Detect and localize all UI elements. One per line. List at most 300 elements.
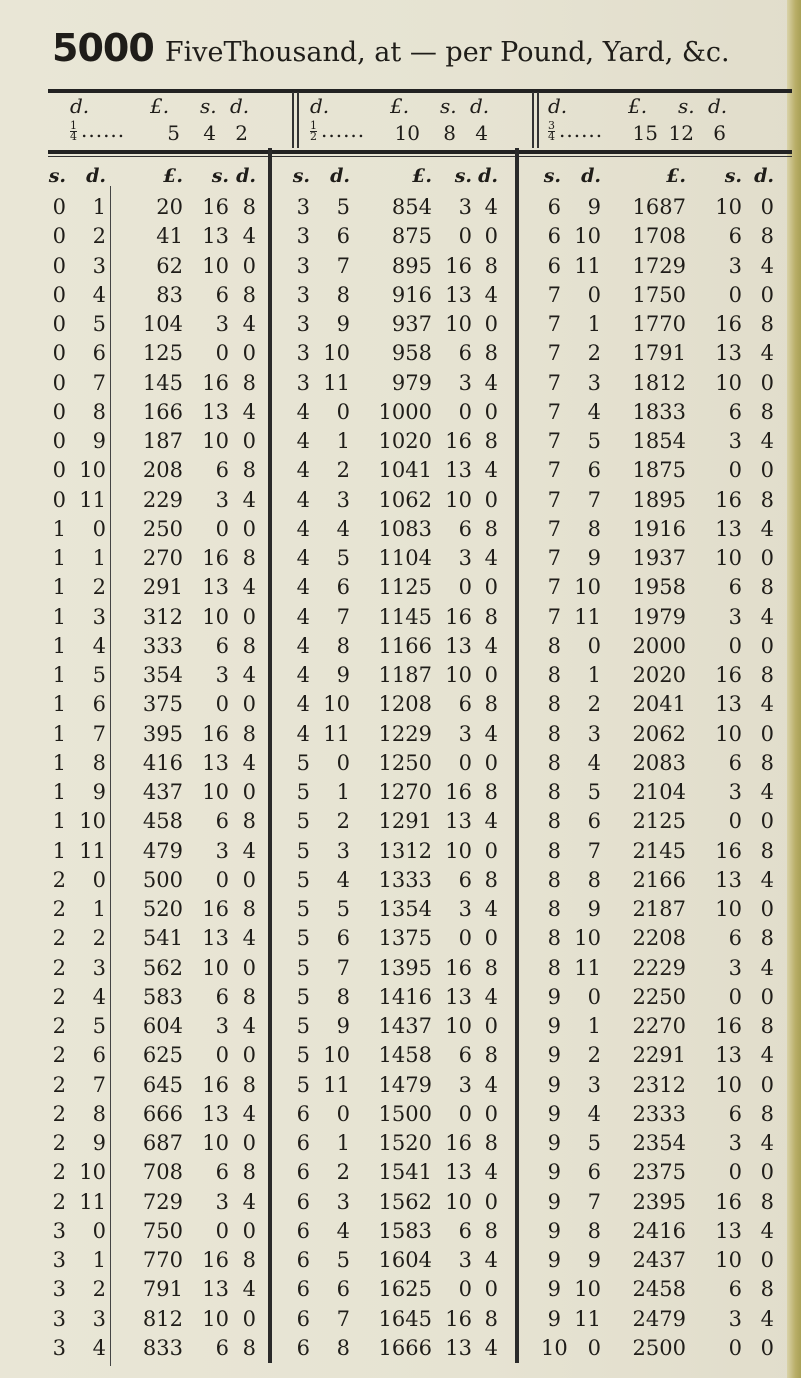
table-cell: 3	[215, 663, 229, 687]
table-cell: 4	[242, 839, 256, 863]
table-cell: 8	[242, 809, 256, 833]
table-cell: 7	[547, 517, 561, 541]
table-cell: 0	[242, 956, 256, 980]
table-cell: 3	[215, 1014, 229, 1038]
table-cell: 9	[547, 1043, 561, 1067]
table-cell: 2354	[632, 1131, 686, 1155]
table-cell: 1520	[378, 1131, 432, 1155]
table-cell: 4	[484, 546, 498, 570]
table-cell: 2479	[632, 1307, 686, 1331]
table-cell: 6	[547, 195, 561, 219]
table-cell: 2270	[632, 1014, 686, 1038]
table-cell: 13	[202, 1102, 229, 1126]
table-cell: 458	[142, 809, 183, 833]
table-cell: 4	[760, 956, 774, 980]
table-cell: 2	[92, 224, 106, 248]
table-cell: 13	[715, 868, 742, 892]
table-cell: 4	[296, 400, 310, 424]
table-cell: 8	[242, 985, 256, 1009]
table-cell: 11	[574, 605, 601, 629]
table-cell: 1	[52, 692, 66, 716]
table-cell: 8	[760, 1277, 774, 1301]
table-cell: 0	[760, 1160, 774, 1184]
table-cell: 2104	[632, 780, 686, 804]
table-cell: 8	[484, 780, 498, 804]
table-cell: 1812	[632, 371, 686, 395]
table-cell: 4	[242, 1102, 256, 1126]
table-cell: 5	[336, 897, 350, 921]
table-cell: 0	[242, 605, 256, 629]
rate-shillings: 8	[443, 121, 456, 145]
table-cell: 4	[760, 1131, 774, 1155]
table-cell: 0	[92, 1219, 106, 1243]
table-cell: 7	[547, 546, 561, 570]
table-cell: 10	[79, 809, 106, 833]
table-cell: 4	[242, 575, 256, 599]
table-cell: 2166	[632, 868, 686, 892]
fraction	[70, 121, 77, 142]
table-cell: 0	[728, 1336, 742, 1360]
table-cell: 0	[52, 341, 66, 365]
table-cell: 1145	[378, 605, 432, 629]
table-cell: 8	[484, 1219, 498, 1243]
table-cell: 2416	[632, 1219, 686, 1243]
table-cell: 3	[296, 254, 310, 278]
table-cell: 4	[760, 517, 774, 541]
table-cell: 1104	[378, 546, 432, 570]
table-cell: 5	[587, 780, 601, 804]
table-cell: 4	[587, 751, 601, 775]
table-cell: 2	[52, 926, 66, 950]
table-cell: 11	[323, 1073, 350, 1097]
table-cell: 41	[156, 224, 183, 248]
table-cell: 11	[574, 956, 601, 980]
table-cell: 16	[202, 1248, 229, 1272]
table-cell: 4	[242, 751, 256, 775]
table-cell: 291	[142, 575, 183, 599]
table-cell: 10	[445, 1014, 472, 1038]
table-cell: 7	[92, 722, 106, 746]
table-cell: 10	[323, 692, 350, 716]
table-cell: 7	[92, 1073, 106, 1097]
table-cell: 1333	[378, 868, 432, 892]
table-cell: 0	[242, 1043, 256, 1067]
table-cell: 3	[587, 722, 601, 746]
table-cell: 0	[587, 634, 601, 658]
table-cell: 0	[728, 1160, 742, 1184]
column-header: s.	[292, 165, 310, 187]
table-cell: 0	[458, 575, 472, 599]
table-cell: 6	[92, 341, 106, 365]
table-cell: 8	[760, 400, 774, 424]
table-cell: 8	[242, 371, 256, 395]
column-header: £.	[412, 165, 432, 187]
table-cell: 5	[296, 1014, 310, 1038]
header-title: FiveThousand, at — per Pound, Yard, &c.	[164, 37, 730, 68]
table-cell: 13	[445, 1160, 472, 1184]
table-cell: 1541	[378, 1160, 432, 1184]
table-cell: 1	[52, 605, 66, 629]
page-header	[52, 26, 730, 86]
table-cell: 5	[296, 1043, 310, 1067]
table-cell: 2312	[632, 1073, 686, 1097]
table-cell: 3	[336, 488, 350, 512]
table-cell: 9	[547, 1248, 561, 1272]
table-cell: 729	[142, 1190, 183, 1214]
table-cell: 4	[296, 692, 310, 716]
table-cell: 0	[458, 1102, 472, 1126]
table-cell: 3	[296, 312, 310, 336]
table-cell: 5	[92, 663, 106, 687]
rate-divider	[292, 92, 294, 148]
table-cell: 5	[296, 897, 310, 921]
table-cell: 4	[484, 458, 498, 482]
column-header: d.	[754, 165, 774, 187]
table-cell: 1125	[378, 575, 432, 599]
table-cell: 4	[760, 254, 774, 278]
table-cell: 2	[587, 692, 601, 716]
table-cell: 7	[336, 254, 350, 278]
table-cell: 16	[202, 371, 229, 395]
table-cell: 16	[445, 605, 472, 629]
rate-dd-head: d.	[230, 94, 250, 118]
fraction-den: 4	[70, 130, 77, 143]
table-cell: 4	[760, 868, 774, 892]
column-header: d.	[581, 165, 601, 187]
rate-fraction	[548, 118, 603, 142]
table-cell: 16	[202, 1073, 229, 1097]
table-cell: 0	[760, 722, 774, 746]
header-rule	[48, 89, 792, 93]
table-cell: 62	[156, 254, 183, 278]
leader-dots: ......	[559, 118, 604, 142]
table-cell: 3	[296, 371, 310, 395]
table-cell: 10	[715, 1248, 742, 1272]
column-divider	[110, 186, 111, 1366]
table-cell: 13	[715, 692, 742, 716]
rate-fraction	[310, 118, 365, 142]
table-cell: 10	[202, 780, 229, 804]
table-cell: 8	[547, 868, 561, 892]
table-cell: 583	[142, 985, 183, 1009]
table-cell: 3	[728, 956, 742, 980]
table-cell: 4	[336, 1219, 350, 1243]
table-cell: 395	[142, 722, 183, 746]
table-cell: 2375	[632, 1160, 686, 1184]
table-cell: 1625	[378, 1277, 432, 1301]
table-cell: 0	[52, 254, 66, 278]
table-cell: 6	[728, 1102, 742, 1126]
table-cell: 0	[215, 868, 229, 892]
table-cell: 8	[587, 868, 601, 892]
table-cell: 2	[52, 1043, 66, 1067]
table-cell: 7	[92, 371, 106, 395]
rate-pence: 4	[475, 121, 488, 145]
table-cell: 1	[52, 809, 66, 833]
table-cell: 4	[760, 1043, 774, 1067]
table-cell: 0	[484, 575, 498, 599]
table-cell: 2062	[632, 722, 686, 746]
table-cell: 8	[760, 312, 774, 336]
table-cell: 625	[142, 1043, 183, 1067]
table-cell: 1208	[378, 692, 432, 716]
table-cell: 6	[458, 868, 472, 892]
column-header: d.	[478, 165, 498, 187]
table-cell: 0	[587, 985, 601, 1009]
table-cell: 1	[92, 1248, 106, 1272]
table-cell: 10	[715, 1073, 742, 1097]
table-cell: 6	[296, 1248, 310, 1272]
table-cell: 3	[296, 224, 310, 248]
table-cell: 10	[574, 224, 601, 248]
table-cell: 4	[296, 458, 310, 482]
table-cell: 6	[215, 458, 229, 482]
table-cell: 10	[202, 605, 229, 629]
table-cell: 9	[547, 1219, 561, 1243]
table-cell: 6	[728, 575, 742, 599]
table-cell: 9	[547, 1190, 561, 1214]
table-cell: 0	[458, 926, 472, 950]
table-cell: 437	[142, 780, 183, 804]
table-cell: 2250	[632, 985, 686, 1009]
table-cell: 4	[296, 546, 310, 570]
table-cell: 2229	[632, 956, 686, 980]
rate-pounds: 10	[394, 121, 420, 145]
table-cell: 2	[52, 868, 66, 892]
table-cell: 5	[296, 751, 310, 775]
table-cell: 0	[728, 809, 742, 833]
table-cell: 16	[445, 1131, 472, 1155]
table-cell: 8	[92, 751, 106, 775]
table-cell: 0	[242, 692, 256, 716]
table-cell: 8	[587, 517, 601, 541]
table-cell: 0	[484, 839, 498, 863]
table-cell: 1062	[378, 488, 432, 512]
table-cell: 11	[574, 254, 601, 278]
table-cell: 8	[547, 634, 561, 658]
table-cell: 2020	[632, 663, 686, 687]
table-cell: 0	[484, 400, 498, 424]
table-cell: 13	[202, 751, 229, 775]
column-header: s.	[454, 165, 472, 187]
table-cell: 6	[336, 1277, 350, 1301]
table-cell: 1187	[378, 663, 432, 687]
table-cell: 500	[142, 868, 183, 892]
table-cell: 11	[323, 722, 350, 746]
table-cell: 1083	[378, 517, 432, 541]
table-cell: 687	[142, 1131, 183, 1155]
table-cell: 10	[323, 1043, 350, 1067]
table-cell: 4	[296, 722, 310, 746]
table-cell: 13	[202, 575, 229, 599]
table-cell: 1	[336, 429, 350, 453]
table-cell: 4	[484, 283, 498, 307]
table-cell: 7	[547, 575, 561, 599]
table-cell: 895	[391, 254, 432, 278]
table-cell: 0	[336, 751, 350, 775]
table-cell: 3	[728, 605, 742, 629]
table-cell: 10	[79, 458, 106, 482]
table-cell: 1791	[632, 341, 686, 365]
table-cell: 10	[202, 429, 229, 453]
table-cell: 8	[242, 195, 256, 219]
table-cell: 0	[52, 429, 66, 453]
table-cell: 8	[484, 868, 498, 892]
table-cell: 3	[458, 722, 472, 746]
column-header: s.	[543, 165, 561, 187]
table-cell: 8	[547, 897, 561, 921]
table-cell: 1916	[632, 517, 686, 541]
table-cell: 4	[242, 1190, 256, 1214]
column-divider	[268, 148, 272, 1363]
table-cell: 8	[336, 985, 350, 1009]
table-cell: 0	[728, 985, 742, 1009]
table-cell: 3	[458, 897, 472, 921]
table-cell: 2125	[632, 809, 686, 833]
table-cell: 0	[728, 458, 742, 482]
table-cell: 3	[336, 1190, 350, 1214]
table-cell: 4	[760, 1307, 774, 1331]
table-cell: 9	[547, 1014, 561, 1038]
table-cell: 2	[92, 1277, 106, 1301]
rate-dd-head: d.	[708, 94, 728, 118]
table-cell: 16	[202, 722, 229, 746]
table-cell: 13	[445, 809, 472, 833]
table-cell: 1	[52, 839, 66, 863]
table-cell: 10	[445, 839, 472, 863]
table-cell: 13	[715, 341, 742, 365]
table-cell: 2395	[632, 1190, 686, 1214]
table-cell: 0	[760, 371, 774, 395]
table-cell: 5	[92, 312, 106, 336]
table-cell: 8	[242, 897, 256, 921]
table-cell: 7	[587, 488, 601, 512]
table-cell: 8	[336, 1336, 350, 1360]
table-cell: 16	[202, 195, 229, 219]
table-cell: 16	[202, 546, 229, 570]
table-cell: 0	[484, 312, 498, 336]
table-cell: 4	[242, 488, 256, 512]
table-cell: 7	[336, 1307, 350, 1331]
table-cell: 1229	[378, 722, 432, 746]
table-cell: 6	[728, 400, 742, 424]
table-cell: 6	[336, 575, 350, 599]
table-cell: 0	[92, 517, 106, 541]
table-cell: 0	[760, 985, 774, 1009]
table-cell: 5	[296, 1073, 310, 1097]
table-cell: 0	[484, 663, 498, 687]
table-cell: 5	[296, 926, 310, 950]
table-cell: 10	[445, 312, 472, 336]
table-cell: 375	[142, 692, 183, 716]
table-cell: 0	[215, 1219, 229, 1243]
table-cell: 6	[728, 224, 742, 248]
table-cell: 3	[92, 1307, 106, 1331]
table-cell: 3	[728, 429, 742, 453]
table-cell: 0	[484, 751, 498, 775]
table-cell: 4	[92, 1336, 106, 1360]
column-header: £.	[666, 165, 686, 187]
table-cell: 5	[296, 809, 310, 833]
table-cell: 0	[587, 1336, 601, 1360]
table-cell: 708	[142, 1160, 183, 1184]
table-cell: 1	[52, 546, 66, 570]
table-cell: 0	[484, 224, 498, 248]
table-cell: 1770	[632, 312, 686, 336]
table-cell: 6	[92, 692, 106, 716]
table-cell: 0	[52, 400, 66, 424]
table-cell: 10	[715, 546, 742, 570]
table-cell: 166	[142, 400, 183, 424]
table-cell: 8	[242, 634, 256, 658]
table-cell: 1354	[378, 897, 432, 921]
table-cell: 875	[391, 224, 432, 248]
table-cell: 4	[296, 429, 310, 453]
table-cell: 1	[52, 780, 66, 804]
table-cell: 1312	[378, 839, 432, 863]
table-cell: 13	[202, 926, 229, 950]
table-cell: 0	[52, 371, 66, 395]
table-cell: 9	[587, 195, 601, 219]
table-cell: 10	[541, 1336, 568, 1360]
table-cell: 0	[242, 517, 256, 541]
table-cell: 6	[547, 224, 561, 248]
leader-dots: ......	[321, 118, 366, 142]
table-cell: 4	[296, 575, 310, 599]
table-cell: 16	[445, 429, 472, 453]
table-cell: 8	[587, 1219, 601, 1243]
table-cell: 10	[715, 897, 742, 921]
table-cell: 0	[242, 429, 256, 453]
rate-dd-head: d.	[470, 94, 490, 118]
table-cell: 3	[296, 341, 310, 365]
table-cell: 8	[484, 254, 498, 278]
table-cell: 5	[296, 985, 310, 1009]
fraction-num: 3	[548, 119, 555, 132]
table-cell: 833	[142, 1336, 183, 1360]
table-cell: 1562	[378, 1190, 432, 1214]
table-cell: 125	[142, 341, 183, 365]
table-cell: 13	[445, 634, 472, 658]
table-cell: 5	[336, 546, 350, 570]
table-cell: 2	[52, 1102, 66, 1126]
table-cell: 2	[52, 985, 66, 1009]
table-cell: 0	[458, 224, 472, 248]
table-cell: 1041	[378, 458, 432, 482]
table-cell: 13	[445, 458, 472, 482]
table-cell: 3	[458, 1073, 472, 1097]
table-cell: 0	[458, 400, 472, 424]
table-cell: 3	[728, 780, 742, 804]
table-cell: 6	[458, 1043, 472, 1067]
table-cell: 0	[242, 254, 256, 278]
table-cell: 1	[336, 1131, 350, 1155]
table-cell: 8	[336, 634, 350, 658]
table-cell: 1	[587, 1014, 601, 1038]
table-cell: 4	[92, 283, 106, 307]
table-cell: 0	[242, 868, 256, 892]
rate-pence: 6	[713, 121, 726, 145]
table-cell: 8	[547, 839, 561, 863]
table-cell: 6	[215, 1336, 229, 1360]
table-cell: 2187	[632, 897, 686, 921]
table-cell: 9	[547, 1160, 561, 1184]
table-cell: 0	[728, 634, 742, 658]
table-cell: 250	[142, 517, 183, 541]
table-cell: 9	[547, 1102, 561, 1126]
table-cell: 8	[760, 224, 774, 248]
table-cell: 16	[715, 1190, 742, 1214]
